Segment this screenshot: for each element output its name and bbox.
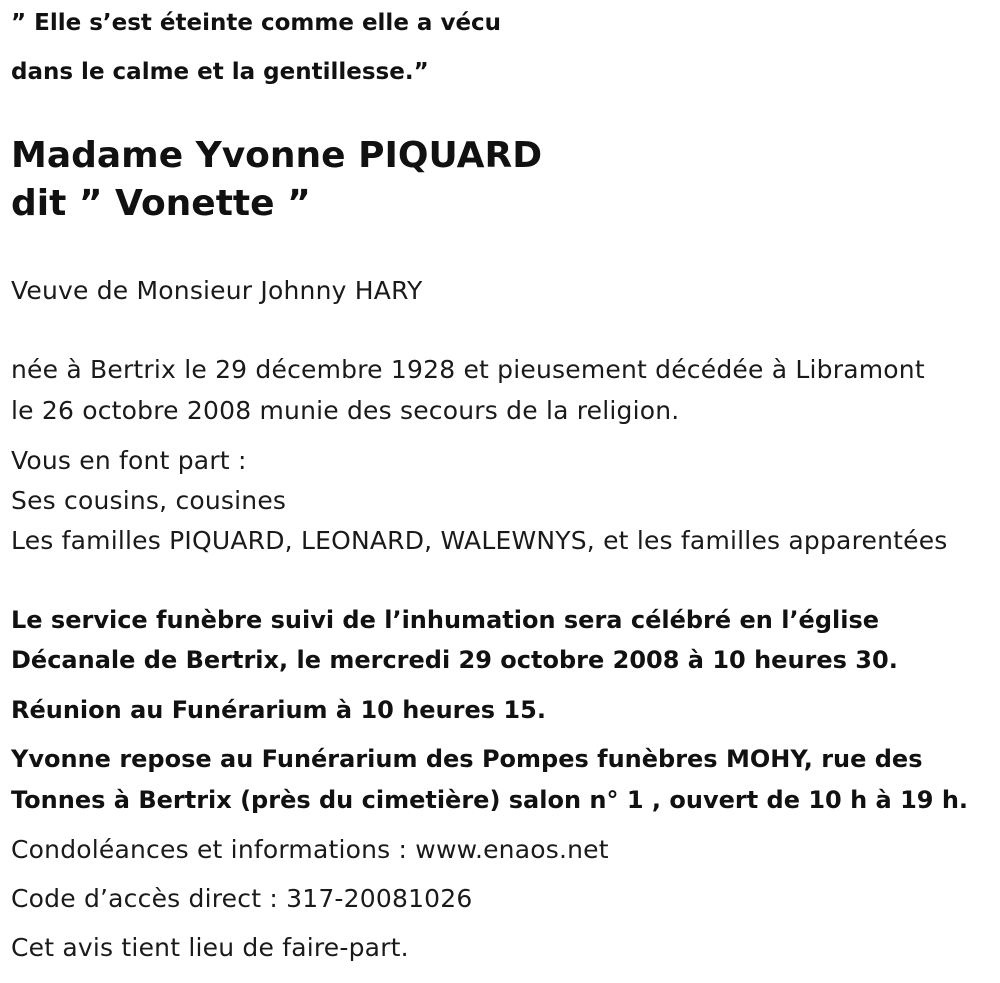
rest-line-2: Tonnes à Bertrix (près du cimetière) salon n° 1 , ouvert de 10 h à 19 h. xyxy=(11,786,969,814)
quote-line-1: ” Elle s’est éteinte comme elle a vécu xyxy=(11,10,502,36)
birth-death-line-1: née à Bertrix le 29 décembre 1928 et pieusement décédée à Libramont xyxy=(11,355,925,384)
rest-line-1: Yvonne repose au Funérarium des Pompes funèbres MOHY, rue des xyxy=(11,745,923,773)
birth-death-line-2: le 26 octobre 2008 munie des secours de la religion. xyxy=(11,396,680,425)
announcement-intro: Vous en font part : xyxy=(11,446,247,475)
meeting-info: Réunion au Funérarium à 10 heures 15. xyxy=(11,696,546,724)
announcement-families: Les familles PIQUARD, LEONARD, WALEWNYS, et les familles apparentées xyxy=(11,526,948,555)
deceased-nickname: dit ” Vonette ” xyxy=(11,183,311,224)
notice-text: Cet avis tient lieu de faire-part. xyxy=(11,933,409,962)
widow-of: Veuve de Monsieur Johnny HARY xyxy=(11,276,423,305)
announcement-cousins: Ses cousins, cousines xyxy=(11,486,287,515)
quote-line-2: dans le calme et la gentillesse.” xyxy=(11,59,429,85)
condolences-info: Condoléances et informations : www.enaos.net xyxy=(11,835,609,864)
deceased-name: Madame Yvonne PIQUARD xyxy=(11,135,543,176)
service-line-2: Décanale de Bertrix, le mercredi 29 octobre 2008 à 10 heures 30. xyxy=(11,646,898,674)
service-line-1: Le service funèbre suivi de l’inhumation sera célébré en l’église xyxy=(11,606,880,634)
access-code: Code d’accès direct : 317-20081026 xyxy=(11,884,473,913)
